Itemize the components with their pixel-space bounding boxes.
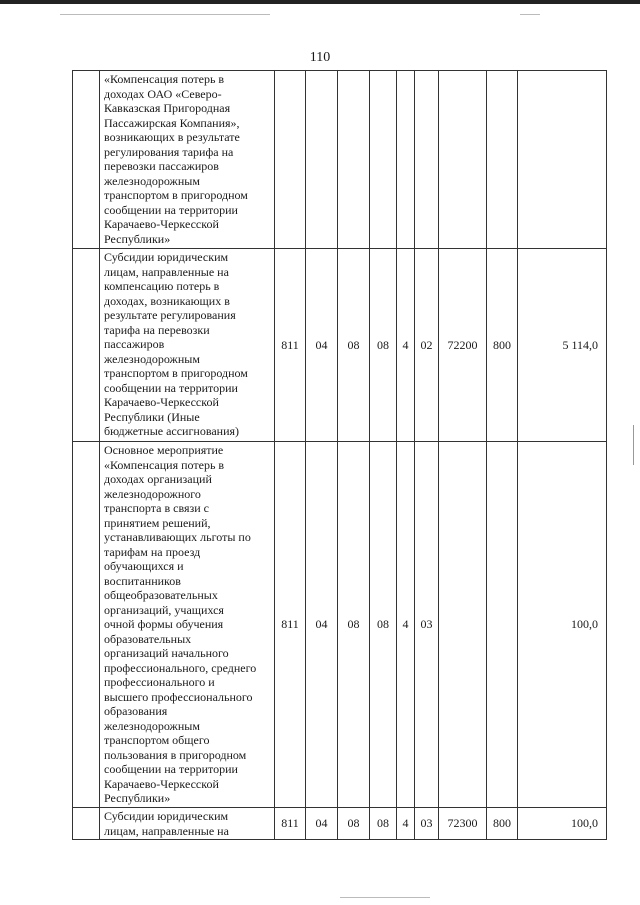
expense-type-cell: 800 <box>487 249 518 442</box>
subprogram-type-cell: 4 <box>397 442 415 808</box>
ministry-cell: 811 <box>275 249 306 442</box>
table-row <box>73 71 607 249</box>
row-number-cell <box>73 442 100 808</box>
expense-name-cell: Субсидии юридическим лицам, направленные на компенсацию потерь в доходах, возникающих в результате регулирования тарифа на перевозки пассажиров железнодорожным транспортом в пригородном сообщении на территории Карачаево-Черкесской Республики (Иные бюджетные ассигнования) <box>100 249 275 442</box>
direction-cell: 72200 <box>439 249 487 442</box>
row-number-cell <box>73 249 100 442</box>
subprogram-type-cell: 4 <box>397 808 415 840</box>
amount-cell: 5 114,0 <box>518 249 607 442</box>
subsection-cell: 08 <box>338 442 370 808</box>
expense-name-cell: Основное мероприятие «Компенсация потерь в доходах организаций железнодорожного транспорта в связи с принятием решений, устанавливающих льготы по тарифам на проезд обучающихся и воспитанников общеобразовательных организаций, учащихся очной формы обучения образовательных организаций начального профессионального, среднего профессионального и высшего профессионального образования железнодорожным транспортом общего пользования в пригородном сообщении на территории Карачаево-Черкесской Республики» <box>100 442 275 808</box>
expense-name-cell: «Компенсация потерь в доходах ОАО «Северо- Кавказская Пригородная Пассажирская Компания», возникающих в результате регулирования тарифа на перевозки пассажиров железнодорожным транспортом в пригородном сообщении на территории Карачаево-Черкесской Республики» <box>100 71 275 249</box>
ministry-cell: 811 <box>275 808 306 840</box>
amount-cell: 100,0 <box>518 808 607 840</box>
expense-type-cell <box>487 71 518 249</box>
scan-noise-top-right <box>520 14 540 15</box>
subsection-cell <box>338 71 370 249</box>
scan-edge-mark <box>633 425 634 465</box>
activity-cell: 03 <box>415 442 439 808</box>
page-number: 110 <box>309 50 331 65</box>
activity-cell: 02 <box>415 249 439 442</box>
program-cell: 08 <box>370 808 397 840</box>
ministry-cell <box>275 71 306 249</box>
subsection-cell: 08 <box>338 249 370 442</box>
scan-noise-top <box>60 14 270 15</box>
row-number-cell <box>73 808 100 840</box>
scan-top-border <box>0 0 640 4</box>
expense-name-cell: Субсидии юридическим лицам, направленные на <box>100 808 275 840</box>
ministry-cell: 811 <box>275 442 306 808</box>
direction-cell: 72300 <box>439 808 487 840</box>
scan-noise-bottom <box>340 897 430 898</box>
section-cell <box>306 71 338 249</box>
amount-cell: 100,0 <box>518 442 607 808</box>
subsection-cell: 08 <box>338 808 370 840</box>
section-cell: 04 <box>306 249 338 442</box>
budget-table <box>72 70 607 840</box>
subprogram-type-cell: 4 <box>397 249 415 442</box>
table-row <box>73 808 607 840</box>
amount-cell <box>518 71 607 249</box>
direction-cell <box>439 442 487 808</box>
section-cell: 04 <box>306 442 338 808</box>
activity-cell: 03 <box>415 808 439 840</box>
program-cell: 08 <box>370 249 397 442</box>
program-cell <box>370 71 397 249</box>
direction-cell <box>439 71 487 249</box>
program-cell: 08 <box>370 442 397 808</box>
row-number-cell <box>73 71 100 249</box>
section-cell: 04 <box>306 808 338 840</box>
activity-cell <box>415 71 439 249</box>
table-row <box>73 249 607 442</box>
expense-type-cell <box>487 442 518 808</box>
table-row <box>73 442 607 808</box>
subprogram-type-cell <box>397 71 415 249</box>
expense-type-cell: 800 <box>487 808 518 840</box>
